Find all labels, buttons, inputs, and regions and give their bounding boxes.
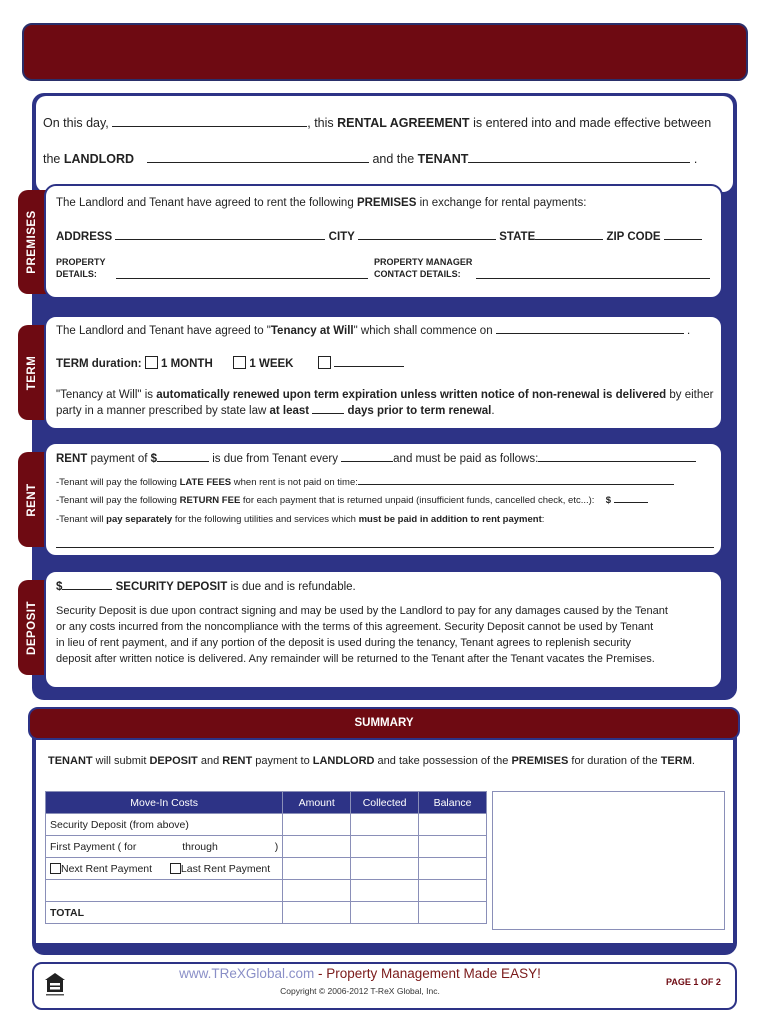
and-the-text: and the <box>372 152 415 166</box>
util-c: for the following utilities and services which <box>174 514 356 525</box>
rent-label: RENT <box>56 453 88 465</box>
state-label: STATE <box>499 231 536 243</box>
manager-line-1: PROPERTY MANAGER <box>374 257 473 267</box>
rent-frequency-field[interactable] <box>341 461 393 462</box>
page-indicator: PAGE 1 OF 2 <box>666 977 721 987</box>
on-this-day-text: On this day, <box>43 116 109 130</box>
landlord-field[interactable] <box>147 162 369 163</box>
state-field[interactable] <box>535 239 603 240</box>
manager-details-field[interactable] <box>476 266 710 279</box>
landlord-label: LANDLORD <box>63 152 135 166</box>
s-e: RENT <box>222 755 253 767</box>
deposit-tab <box>18 580 46 675</box>
row-security-label: Security Deposit (from above) <box>46 814 283 836</box>
first-a: First Payment ( for <box>50 840 137 853</box>
premises-intro-text: The Landlord and Tenant have agreed to rent the following <box>56 197 354 209</box>
first-c: ) <box>274 840 279 853</box>
late-fees-label: LATE FEES <box>179 477 232 488</box>
tenant-field[interactable] <box>468 162 690 163</box>
term-intro-tail: " which shall commence on <box>353 325 493 337</box>
row-first-payment <box>46 836 283 858</box>
table-row <box>46 880 487 902</box>
cell-input[interactable] <box>351 836 419 858</box>
s-j: for duration of the <box>571 755 658 767</box>
month-checkbox[interactable] <box>145 356 158 369</box>
table-row <box>46 814 487 836</box>
zip-field[interactable] <box>664 239 702 240</box>
cell-input[interactable] <box>283 836 351 858</box>
return-fee-field[interactable] <box>614 502 648 503</box>
footer-tagline-text: Property Management Made EASY! <box>326 966 541 981</box>
table-header-row <box>46 792 487 814</box>
title-bar <box>22 23 748 81</box>
manager-details-label <box>374 256 472 280</box>
cell-input[interactable] <box>351 814 419 836</box>
ret-a: -Tenant will pay the following <box>56 495 177 506</box>
footer-dash: - <box>314 966 327 981</box>
next-rent-checkbox[interactable] <box>50 863 61 874</box>
notes-box[interactable] <box>492 791 725 930</box>
move-in-costs-table <box>45 791 487 924</box>
term-intro <box>56 325 690 337</box>
cell-input[interactable] <box>283 902 351 924</box>
col-amount: Amount <box>283 792 351 814</box>
late-fees-line <box>56 477 674 488</box>
other-term-checkbox[interactable] <box>318 356 331 369</box>
property-details-label <box>56 256 106 280</box>
term-tab <box>18 325 46 420</box>
table-row <box>46 836 487 858</box>
late-a: -Tenant will pay the following <box>56 477 177 488</box>
premises-label: PREMISES <box>356 197 417 209</box>
rental-agreement-label: RENTAL AGREEMENT <box>337 116 470 130</box>
s-c: DEPOSIT <box>149 755 198 767</box>
late-fees-field[interactable] <box>358 484 674 485</box>
row-next-last <box>46 858 283 880</box>
s-b: will submit <box>95 755 147 767</box>
term-p-c: by <box>669 389 682 401</box>
property-details-line-2: DETAILS: <box>56 269 97 279</box>
tenancy-at-will-label: Tenancy at Will <box>270 325 354 337</box>
this-text: , this <box>307 116 334 130</box>
term-p-d: either party in a manner prescribed by state law <box>56 389 714 417</box>
rent-method-field[interactable] <box>538 461 696 462</box>
cell-input[interactable] <box>46 880 283 902</box>
premises-intro <box>56 197 586 209</box>
utilities-field[interactable] <box>56 535 714 548</box>
intro-line-2 <box>43 152 697 166</box>
deposit-line-1 <box>56 581 356 593</box>
deposit-p4: deposit after written notice is delivered. Any remainder will be returned to the Tenant after the Tenant vacates the Premises. <box>56 653 655 665</box>
rent-tab-label: RENT <box>26 482 38 517</box>
property-details-field[interactable] <box>116 266 368 279</box>
table-row <box>46 858 487 880</box>
s-i: PREMISES <box>511 755 569 767</box>
utilities-line <box>56 514 544 525</box>
days-prior-field[interactable] <box>312 413 344 414</box>
return-fee-label: RETURN FEE <box>179 495 241 506</box>
rent-tab <box>18 452 46 547</box>
cell-input[interactable] <box>419 902 487 924</box>
s-g: LANDLORD <box>312 755 375 767</box>
cell-input[interactable] <box>351 902 419 924</box>
commence-date-field[interactable] <box>496 333 684 334</box>
address-label: ADDRESS <box>56 231 113 243</box>
address-field[interactable] <box>115 239 325 240</box>
col-move-in-costs: Move-In Costs <box>46 792 283 814</box>
the-text: the <box>43 152 61 166</box>
cell-input[interactable] <box>419 858 487 880</box>
term-p-e: at least <box>269 405 310 417</box>
term-intro-text: The Landlord and Tenant have agreed to " <box>56 325 271 337</box>
property-details-line-1: PROPERTY <box>56 257 106 267</box>
col-balance: Balance <box>419 792 487 814</box>
manager-line-2: CONTACT DETAILS: <box>374 269 461 279</box>
rent-payment-text: payment of <box>90 453 148 465</box>
premises-tab <box>18 190 46 294</box>
deposit-due-text: is due and is refundable. <box>230 581 356 593</box>
summary-header <box>28 707 740 740</box>
cell-input[interactable] <box>419 880 487 902</box>
cell-input[interactable] <box>419 836 487 858</box>
s-h: and take possession of the <box>377 755 509 767</box>
week-checkbox[interactable] <box>233 356 246 369</box>
intro-panel <box>36 96 733 192</box>
last-rent-checkbox[interactable] <box>170 863 181 874</box>
term-paragraph <box>56 387 716 419</box>
return-fee-line <box>56 495 648 506</box>
deposit-paragraph <box>56 603 721 667</box>
cell-input[interactable] <box>283 858 351 880</box>
summary-title: SUMMARY <box>354 717 414 729</box>
util-a: -Tenant will <box>56 514 104 525</box>
rent-due-text: is due from Tenant every <box>212 453 338 465</box>
table-row <box>46 902 487 924</box>
term-p-b: automatically renewed upon term expiration unless written notice of non-renewal is delivered <box>156 389 667 401</box>
city-label: CITY <box>328 231 355 243</box>
rent-line-1 <box>56 453 696 465</box>
other-term-field[interactable] <box>334 366 404 367</box>
cell-input[interactable] <box>351 880 419 902</box>
entered-text: is entered into and made effective between <box>473 116 712 130</box>
term-tab-label: TERM <box>26 355 38 390</box>
footer-copyright: Copyright © 2006-2012 T-ReX Global, Inc. <box>280 986 440 996</box>
deposit-p1: Security Deposit is due upon contract signing and may be used by the Landlord to pay for any damages caused by the Tenant <box>56 605 668 617</box>
row-total-label: TOTAL <box>46 902 283 924</box>
ret-c: for each payment that is returned unpaid (insufficient funds, cancelled check, etc...): <box>242 495 595 506</box>
s-d: and <box>200 755 220 767</box>
term-p-g: . <box>491 405 495 417</box>
term-duration-line <box>56 356 404 370</box>
s-l: . <box>691 755 695 767</box>
rent-paid-as-text: and must be paid as follows: <box>393 453 539 465</box>
util-e: : <box>541 514 545 525</box>
deposit-p2: or any costs incurred from the noncompliance with the terms of this agreement. Security Deposit cannot be used by Tenant <box>56 621 654 633</box>
late-c: when rent is not paid on time: <box>233 477 358 488</box>
s-a: TENANT <box>48 755 93 767</box>
term-p-a: "Tenancy at Will" is <box>56 389 153 401</box>
footer-tagline <box>80 966 640 981</box>
footer-url-link[interactable]: www.TReXGlobal.com <box>179 966 315 981</box>
pay-separately-label: pay separately <box>106 514 173 525</box>
premises-tab-label: PREMISES <box>26 210 38 274</box>
intro-line-1 <box>43 116 711 130</box>
week-label: 1 WEEK <box>249 358 294 370</box>
address-line <box>56 231 702 243</box>
last-rent-label: Last Rent Payment <box>180 862 271 875</box>
premises-intro-tail: in exchange for rental payments: <box>419 197 587 209</box>
deposit-p3: in lieu of rent payment, and if any portion of the deposit is used during the tenancy, Tenant agrees to replenish security <box>56 637 632 649</box>
s-k: TERM <box>660 755 692 767</box>
deposit-dollar: $ <box>56 581 63 593</box>
cell-input[interactable] <box>283 814 351 836</box>
deposit-tab-label: DEPOSIT <box>26 600 38 655</box>
term-period: . <box>687 325 691 337</box>
next-rent-label: Next Rent Payment <box>61 862 153 875</box>
date-field[interactable] <box>112 126 307 127</box>
city-field[interactable] <box>358 239 496 240</box>
rent-amount-field[interactable] <box>157 461 209 462</box>
cell-input[interactable] <box>351 858 419 880</box>
s-f: payment to <box>255 755 310 767</box>
util-d: must be paid in addition to rent payment <box>358 514 542 525</box>
tenant-label: TENANT <box>417 152 469 166</box>
zip-label: ZIP CODE <box>606 231 661 243</box>
summary-sentence <box>48 755 695 767</box>
term-p-f: days prior to term renewal <box>347 405 492 417</box>
term-duration-label: TERM duration: <box>56 358 142 370</box>
col-collected: Collected <box>351 792 419 814</box>
cell-input[interactable] <box>283 880 351 902</box>
month-label: 1 MONTH <box>161 358 213 370</box>
equal-housing-opportunity-icon <box>44 972 66 998</box>
cell-input[interactable] <box>419 814 487 836</box>
security-deposit-label: SECURITY DEPOSIT <box>115 581 228 593</box>
first-b: through <box>182 840 218 853</box>
period-text: . <box>693 152 698 166</box>
deposit-amount-field[interactable] <box>62 589 112 590</box>
rent-dollar: $ <box>150 453 158 465</box>
return-fee-dollar: $ <box>605 495 612 506</box>
